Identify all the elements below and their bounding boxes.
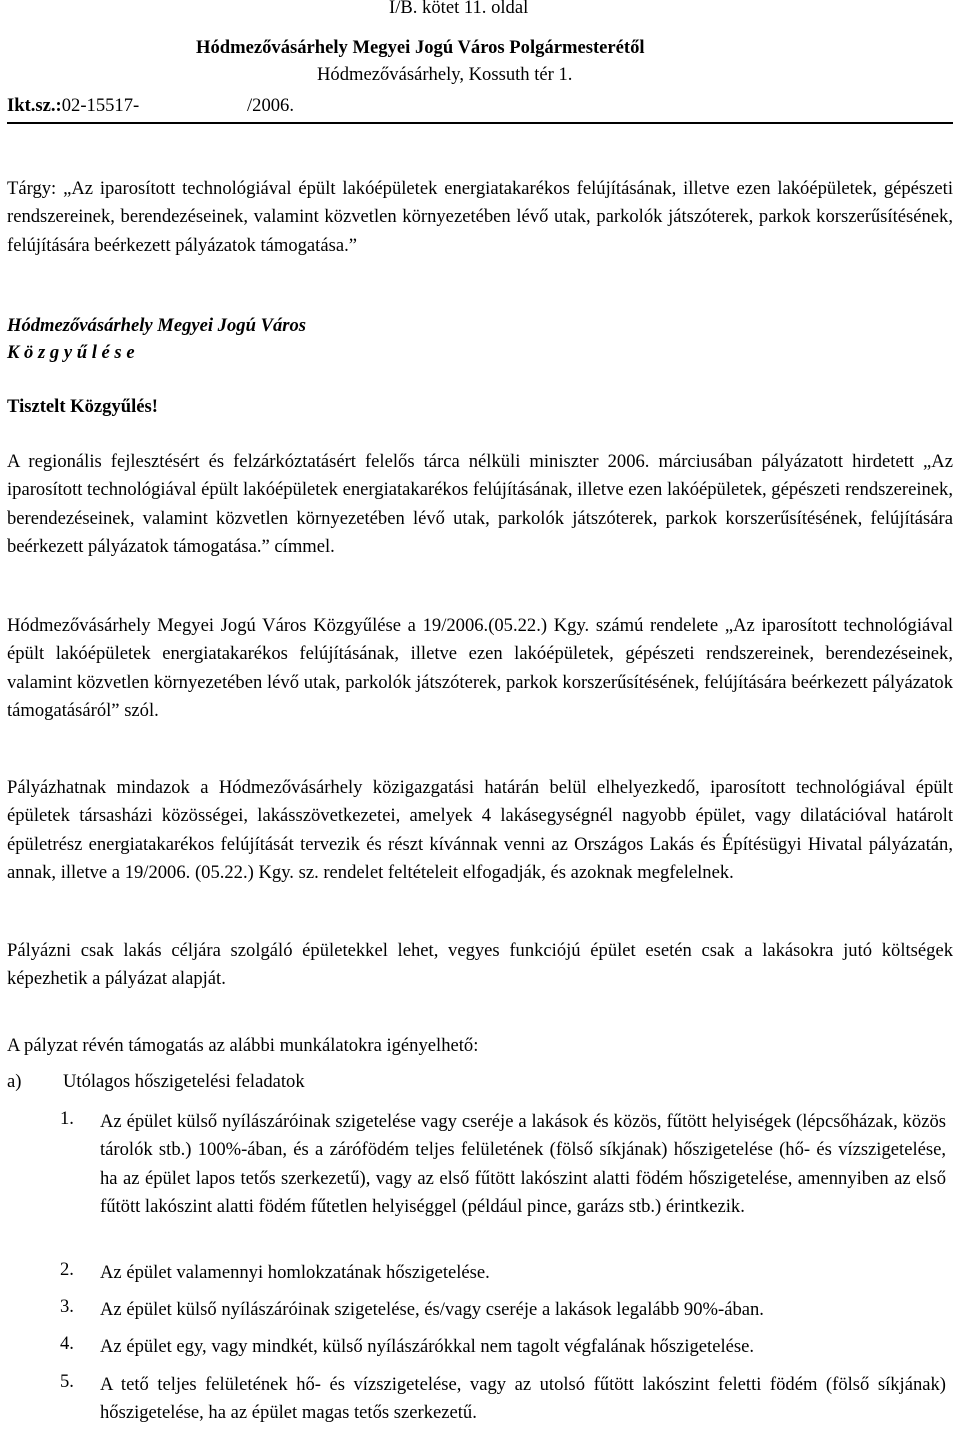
office-address: Hódmezővásárhely, Kossuth tér 1. <box>317 64 573 85</box>
paragraph-2: Hódmezővásárhely Megyei Jogú Város Közgyűlése a 19/2006.(05.22.) Kgy. számú rendelete „Az iparosított technológiával épült lakóépületek energiatakarékos felújításának, illetve ezen lakóépületek, gépészeti rendszereinek, berendezéseinek, valamint közvetlen környezetében lévő utak, parkolók játszóterek, parkok korszerűsítésének, felújítására beérkezett pályázatok támogatásáról” szól. <box>7 615 953 721</box>
file-number-value: 02-15517- <box>61 95 140 116</box>
paragraph-5: A pályzat révén támogatás az alábbi munkálatokra igényelhető: <box>7 1035 479 1056</box>
subject-line: Tárgy: „Az iparosított technológiával épült lakóépületek energiatakarékos felújításának, illetve ezen lakóépületek, gépészeti rendszereinek, berendezéseinek, valamint közvetlen környezetében lévő utak, parkolók játszóterek, parkok korszerűsítésének, felújítására beérkezett pályázatok támogatása.” <box>7 178 953 256</box>
list-item-text: Az épület külső nyílászáróinak szigetelése, és/vagy cseréje a lakások legalább 90%-ában. <box>100 1299 764 1320</box>
list-item-number: 3. <box>60 1296 74 1317</box>
salutation: Tisztelt Közgyűlés! <box>7 396 158 417</box>
list-item-number: 2. <box>60 1259 74 1280</box>
list-item-text: Az épület külső nyílászáróinak szigetelése vagy cseréje a lakások és közös, fűtött helyiségek (lépcsőházak, közös tárolók stb.) 100%-ában, és a zárófödém teljes felületének (fölső síkjának) hőszigetelése (hő- és vízszigetelése, ha az épület lapos tetős szerkezetű), vagy az első fűtött lakószint alatti födém hőszigetelése, amennyiben az első fűtött lakószint alatti födém fűtetlen helyiséggel (például pince, garázs stb.) érintkezik. <box>100 1111 946 1217</box>
page-reference: I/B. kötet 11. oldal <box>389 0 529 18</box>
paragraph-1: A regionális fejlesztésért és felzárkóztatásért felelős tárca nélküli miniszter 2006. márciusában pályázatott hirdetett „Az iparosított technológiával épült lakóépületek energiatakarékos felújításának, illetve ezen lakóépületek, gépészeti rendszereinek, berendezéseinek, valamint közvetlen környezetében lévő utak, parkolók játszóterek, parkok korszerűsítésének, felújítására beérkezett pályázatok támogatása.” címmel. <box>7 451 953 557</box>
issuing-office: Hódmezővásárhely Megyei Jogú Város Polgármesterétől <box>196 37 645 58</box>
file-number-label: Ikt.sz.: <box>7 95 62 116</box>
addressee-line-2: K ö z g y ű l é s e <box>7 342 135 363</box>
list-item-number: 5. <box>60 1371 74 1392</box>
section-a-marker: a) <box>7 1071 22 1092</box>
file-number <box>7 95 139 117</box>
list-item-text: Az épület valamennyi homlokzatának hőszigetelése. <box>100 1262 490 1283</box>
list-item-number: 1. <box>60 1108 74 1129</box>
paragraph-4: Pályázni csak lakás céljára szolgáló épületekkel lehet, vegyes funkciójú épület esetén csak a lakásokra jutó költségek képezhetik a pályázat alapját. <box>7 940 953 990</box>
header-divider <box>7 122 953 124</box>
file-year: /2006. <box>247 95 295 116</box>
paragraph-3: Pályázhatnak mindazok a Hódmezővásárhely közigazgatási határán belül elhelyezkedő, iparosított technológiával épült épületek társasházi közösségei, lakásszövetkezetei, amelyek 4 lakásegységnél nagyobb épület, vagy dilatációval határolt épületrész energiatakarékos felújítását tervezik és részt kívánnak venni az Országos Lakás és Építésügyi Hivatal pályázatán, annak, illetve a 19/2006. (05.22.) Kgy. sz. rendelet feltételeit elfogadják, és azoknak megfelelnek. <box>7 777 953 883</box>
section-a-title: Utólagos hőszigetelési feladatok <box>63 1071 305 1092</box>
list-item-text: Az épület egy, vagy mindkét, külső nyílászárókkal nem tagolt végfalának hőszigetelése. <box>100 1336 755 1357</box>
list-item-number: 4. <box>60 1333 74 1354</box>
addressee-line-1: Hódmezővásárhely Megyei Jogú Város <box>7 315 307 336</box>
list-item-text: A tető teljes felületének hő- és vízszigetelése, vagy az utolsó fűtött lakószint feletti födém (fölső síkjának) hőszigetelése, ha az épület magas tetős szerkezetű. <box>100 1374 946 1424</box>
